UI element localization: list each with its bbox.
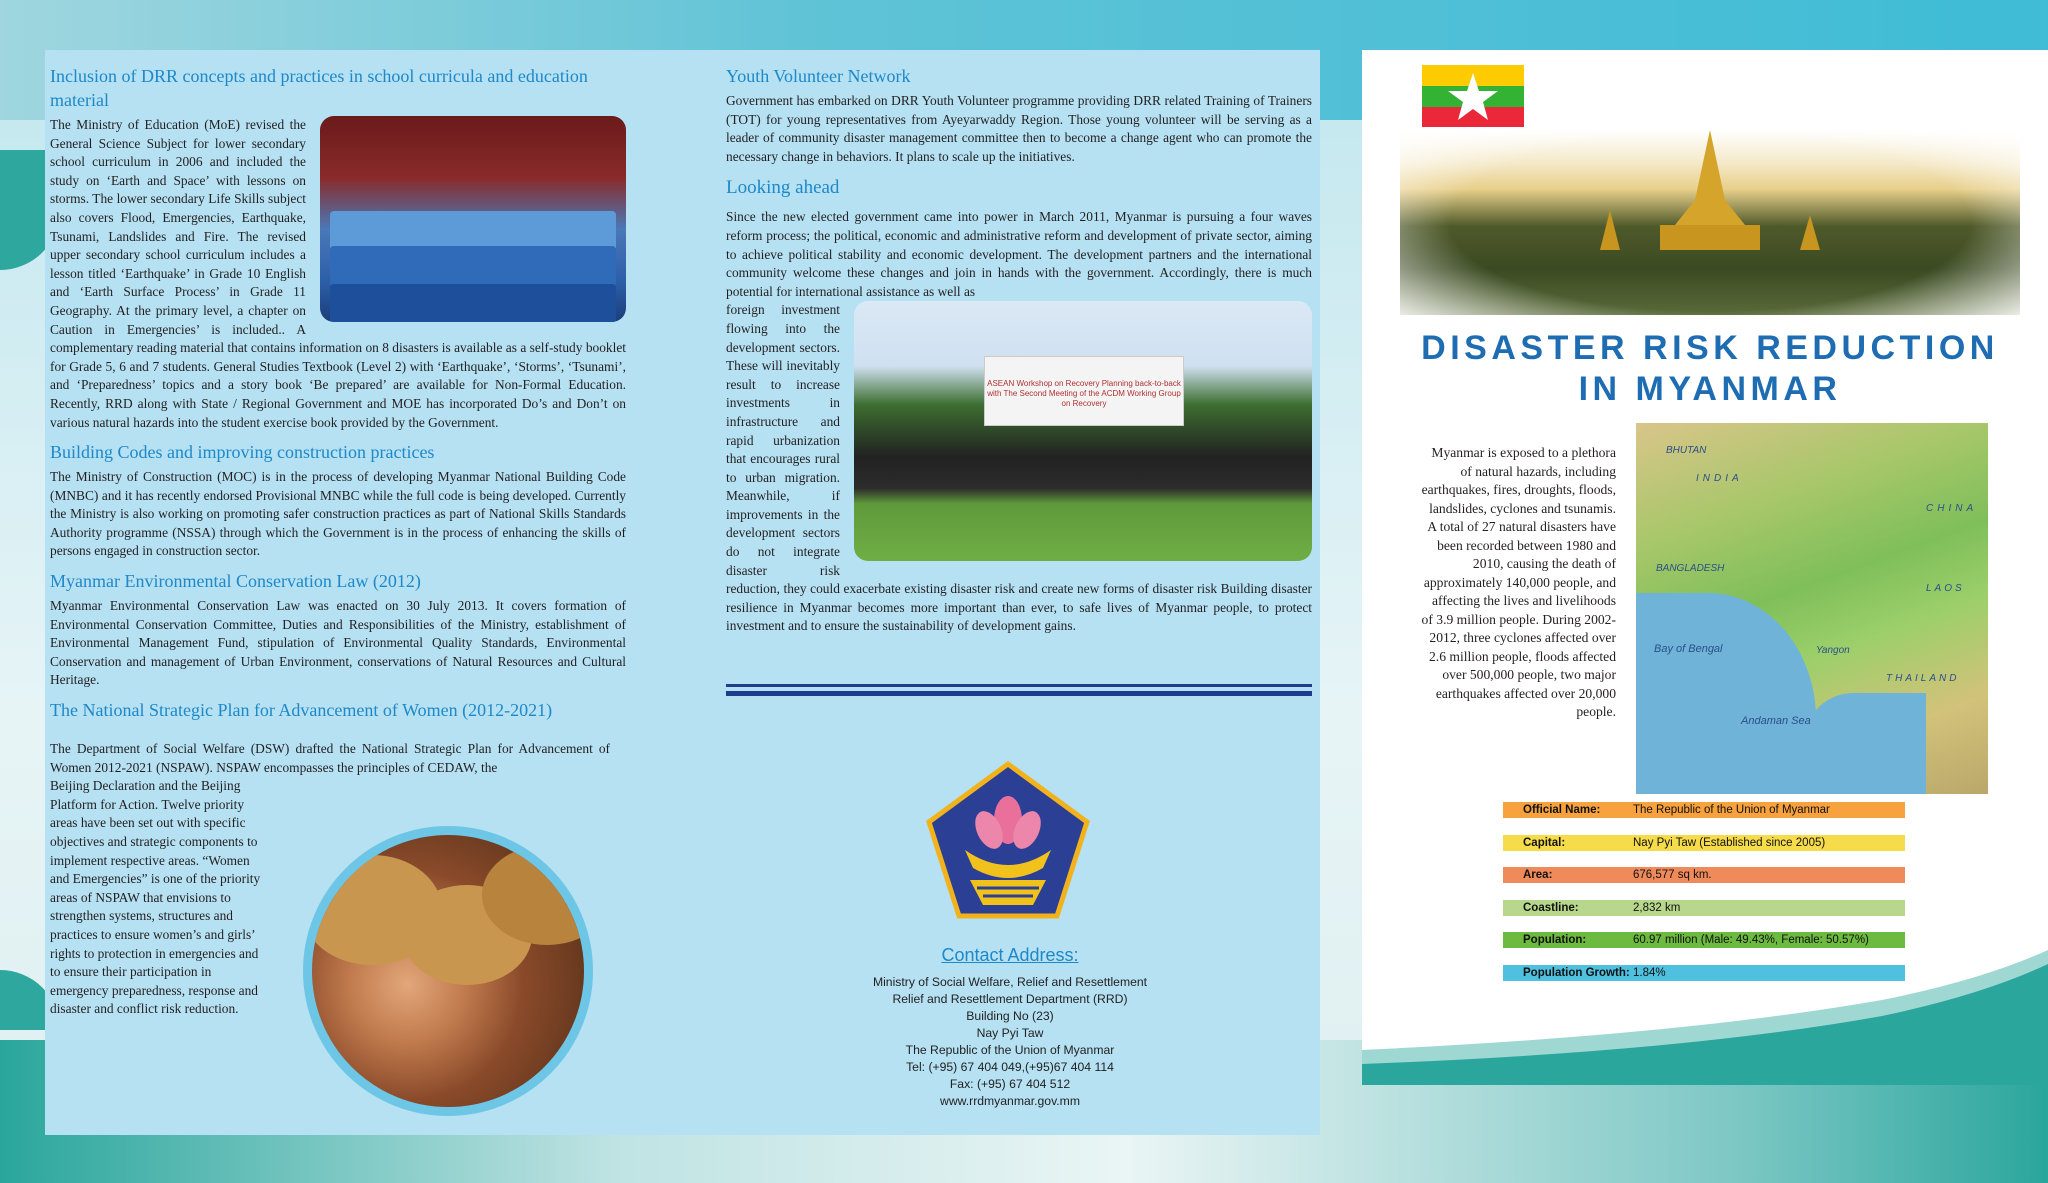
rrd-emblem [925,760,1091,920]
contact-line: Building No (23) [966,1009,1054,1023]
contact-line: Ministry of Social Welfare, Relief and Resettlement [872,975,1148,989]
fact-label: Population Growth: [1523,966,1630,979]
fact-label: Capital: [1523,836,1566,849]
heading-looking-ahead: Looking ahead [726,177,840,199]
contact-fax: Fax: (+95) 67 404 512 [949,1077,1071,1091]
fact-row [1503,867,1905,883]
myanmar-map [1636,423,1988,794]
contact-website[interactable]: www.rrdmyanmar.gov.mm [940,1094,1080,1108]
map-label: INDIA [1696,473,1743,484]
map-label: Yangon [1816,645,1850,656]
body-nspaw-rest: Beijing Declaration and the Beijing Platform for Action. Twelve priority areas have been set out with specific objectives and strategic components to implement respective areas. “Women and Emergencies” is one of the priority areas of NSPAW that envisions to strengthen systems, structures and practices to ensure women’s and girls’ rights to protection in emergencies and to ensure their participation in emergency preparedness, response and disaster and conflict risk reduction. [50,778,261,1017]
fact-value: 60.97 million (Male: 49.43%, Female: 50.57%) [1633,934,1869,946]
contact-title: Contact Address: [941,945,1079,965]
body-looking-ahead-top: Since the new elected government came into power in March 2011, Myanmar is pursuing a four waves reform process; the political, economic and administrative reform and development of private sector, aiming to achieve political stability and economic development. The development partners and the international community welcome these changes and join in hands with the government. Accordingly, there is much potential for international assistance as well as [726,209,1312,299]
fact-value: 676,577 sq km. [1633,869,1712,881]
women-circle-photo [303,826,593,1116]
map-label: LAOS [1926,583,1965,594]
divider-line [726,691,1312,696]
cover-intro: Myanmar is exposed to a plethora of natural hazards, including earthquakes, fires, droughts, floods, landslides, cyclones and tsunamis. A total of 27 natural disasters have been recorded between 1980 and 2010, causing the death of approximately 140,000 people, and affecting the lives and livelihoods of 3.9 million people. During 2002-2012, three cyclones affected over 2.6 million people, floods affected over 500,000 people, two major earthquakes affected over 20,000 people. [1421,445,1616,719]
map-label: CHINA [1926,503,1978,514]
contact-line: The Republic of the Union of Myanmar [905,1043,1115,1057]
body-building-codes: The Ministry of Construction (MOC) is in the process of developing Myanmar National Building Code (MNBC) and it has recently endorsed Provisional MNBC while the full code is being developed. Currently the Ministry is also working on promoting safer construction practices as part of National Skills Standards Authority programme (NSSA) through which the Government is in the process of enhancing the skills of persons engaged in construction sector. [50,469,626,559]
shwedagon-pagoda-photo [1400,130,2020,315]
body-looking-ahead-rest: foreign investment flowing into the development sectors. These will inevitably result to increase investments in infrastructure and rapid urbanization that encourages rural to urban migration. Meanwhile, if improvements in the development sectors do not integrate disaster risk reduction, they could exacerbate existing disaster risk and create new forms of disaster risk Building disaster resilience in Myanmar becomes more important than ever, to safe lives of Myanmar people, to protect investment and to ensure the sustainability of development gains. [726,302,1312,634]
fact-label: Area: [1523,869,1553,881]
cover-title [1400,328,2020,410]
fact-row [1503,900,1905,916]
fact-row [1503,965,1905,981]
contact-address [830,944,1190,1110]
fact-row [1503,932,1905,948]
map-label: Bay of Bengal [1654,643,1723,655]
map-label: THAILAND [1886,673,1960,684]
fact-row [1503,835,1905,851]
map-label: BANGLADESH [1656,563,1725,574]
workshop-banner: ASEAN Workshop on Recovery Planning back-to-back with The Second Meeting of the ACDM Working Group on Recovery [984,356,1184,426]
country-facts [1503,802,1905,997]
myanmar-flag-icon [1422,65,1524,127]
middle-column [726,64,1312,636]
fact-label: Coastline: [1523,901,1579,914]
workshop-group-photo [854,301,1312,561]
heading-drr-curricula: Inclusion of DRR concepts and practices in school curricula and education material [50,66,588,110]
body-environmental-law: Myanmar Environmental Conservation Law was enacted on 30 July 2013. It covers formation of Environmental Conservation Committee, Duties and Responsibilities of the Ministry, establishment of Environmental Management Fund, stipulation of Environmental Quality Standards, Environmental Conservation and management of Urban Environment, conservations of Natural Resources and Cultural Heritage. [50,598,626,688]
contact-line: Nay Pyi Taw [976,1026,1044,1040]
heading-nspaw: The National Strategic Plan for Advancement of Women (2012-2021) [50,700,553,721]
fact-label: Official Name: [1523,804,1601,816]
cover-title-line1: DISASTER RISK REDUCTION [1421,329,1999,367]
heading-youth-volunteer: Youth Volunteer Network [726,66,911,86]
map-label: Andaman Sea [1741,715,1811,727]
divider-line [726,684,1312,687]
heading-building-codes: Building Codes and improving construction practices [50,442,435,463]
fact-value: Nay Pyi Taw (Established since 2005) [1633,836,1826,849]
fact-value: 1.84% [1633,966,1666,979]
students-group-photo [320,116,626,322]
fact-value: 2,832 km [1633,901,1681,914]
fact-label: Population: [1523,934,1587,946]
body-drr-curricula: The Ministry of Education (MoE) revised the General Science Subject for lower secondary school curriculum in 2006 and included the study on ‘Earth and Space’ with lessons on storms. The lower secondary Life Skills subject also covers Flood, Emergencies, Earthquake, Tsunami, Landslides and Fire. The revised upper secondary school curriculum includes a lesson titled ‘Earthquake’ in Grade 10 English and ‘Earth Surface Process’ in Grade 11 Geography. At the primary level, a chapter on Caution in Emergencies’ is included.. A complementary reading material that contains information on 8 disasters is available as a self-study booklet for Grade 5, 6 and 7 students. General Studies Textbook (Level 2) with ‘Earthquake’, ‘Storms’, ‘Tsunami’, and ‘Preparedness’ topics and a story book ‘Be prepared’ are available for Non-Formal Education. Recently, RRD along with State / Regional Government and MOE has incorporated Do’s and Don’t on various natural hazards into the student exercise book provided by the Government. [50,117,626,430]
contact-phone: Tel: (+95) 67 404 049,(+95)67 404 114 [906,1060,1114,1074]
map-label: BHUTAN [1666,445,1707,456]
fact-row [1503,802,1905,818]
body-youth-volunteer: Government has embarked on DRR Youth Volunteer programme providing DRR related Training of Trainers (TOT) for young representatives from Ayeyarwaddy Region. Those young volunteer will be serving as a leader of community disaster management committee then to become a change agent who can promote the necessary change in behaviors. It plans to scale up the initiatives. [726,93,1312,164]
contact-line: Relief and Resettlement Department (RRD) [892,992,1128,1006]
body-nspaw-top: The Department of Social Welfare (DSW) drafted the National Strategic Plan for Advancement of Women 2012-2021 (NSPAW). NSPAW encompasses the principles of CEDAW, the [50,741,610,775]
cover-title-line2: IN MYANMAR [1578,370,1842,408]
fact-value: The Republic of the Union of Myanmar [1633,804,1830,816]
heading-environmental-law: Myanmar Environmental Conservation Law (2012) [50,571,421,592]
